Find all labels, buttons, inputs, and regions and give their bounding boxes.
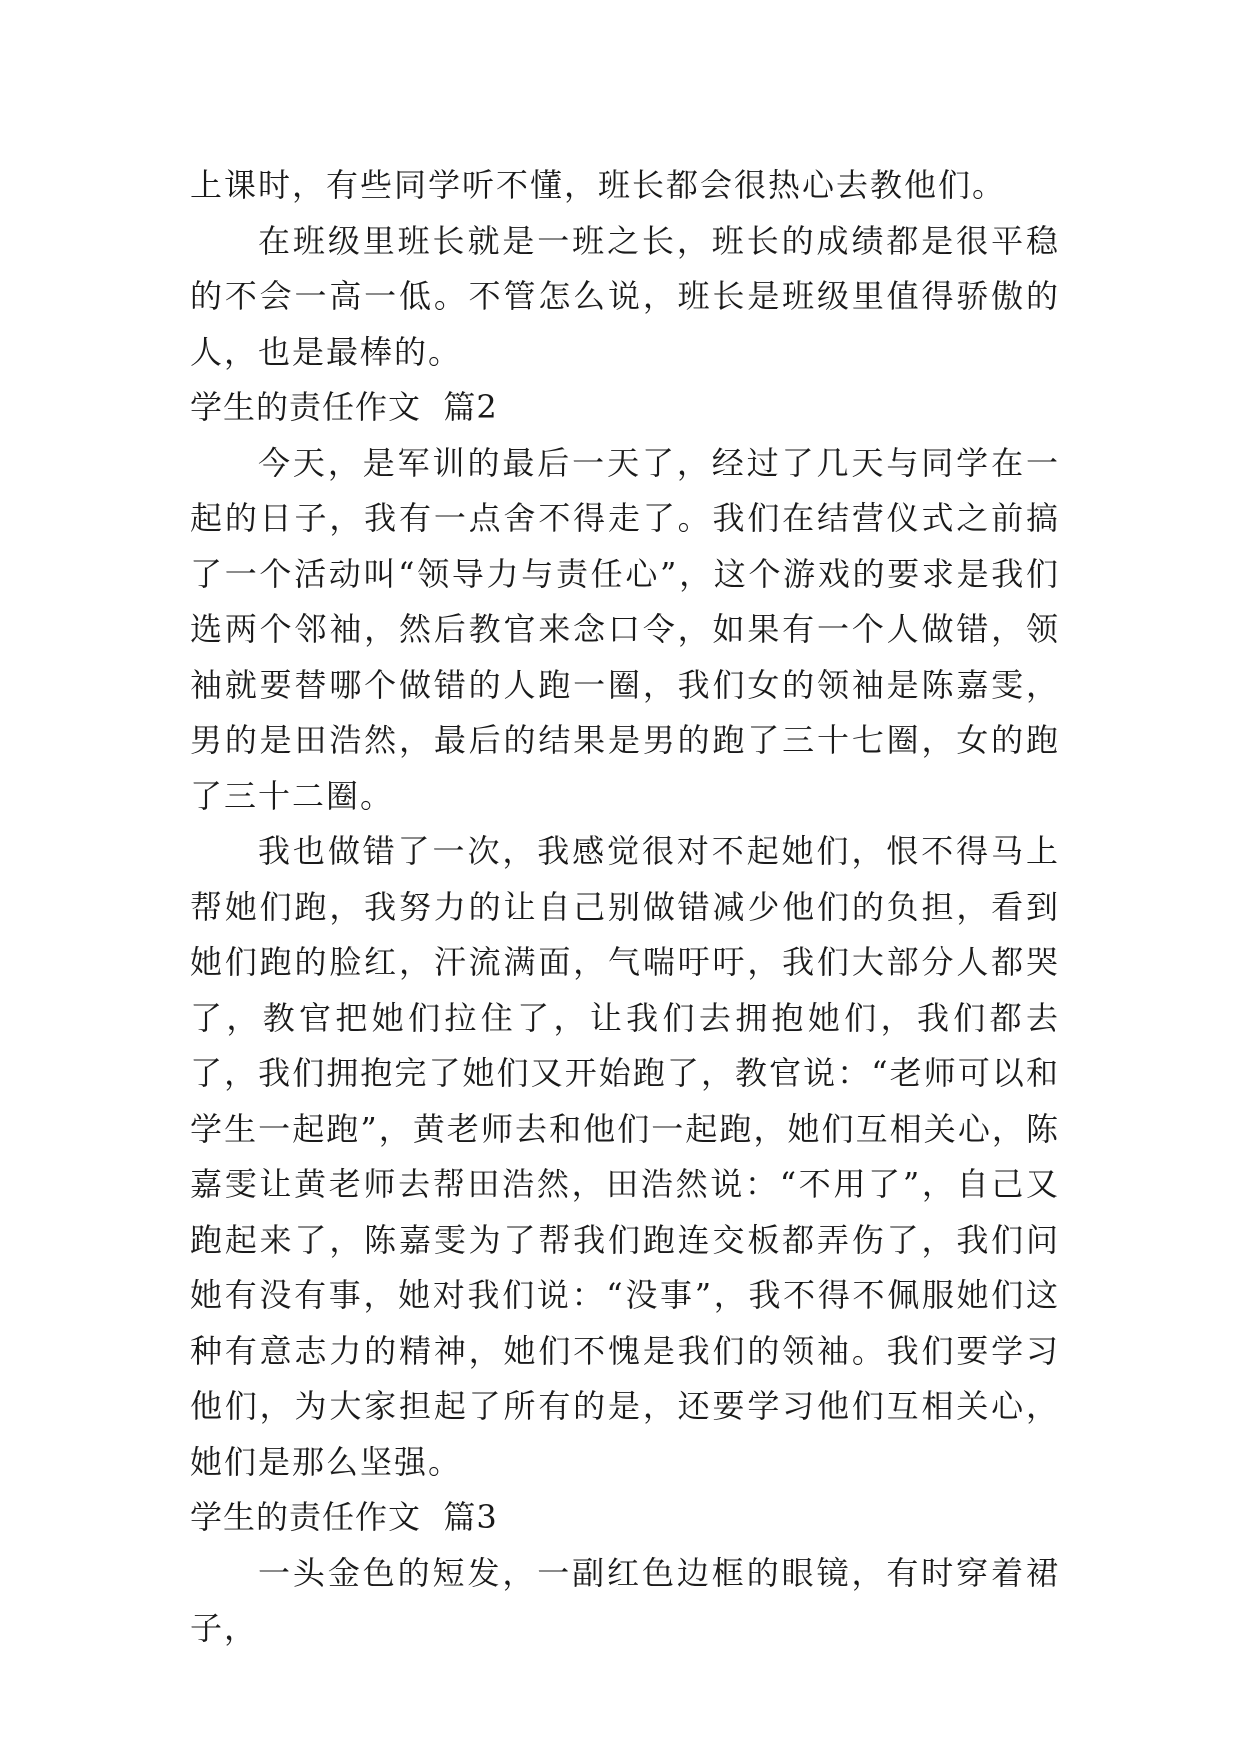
document-body — [190, 158, 1060, 1657]
paragraph-3: 今天，是军训的最后一天了，经过了几天与同学在一起的日子，我有一点舍不得走了。我们在结营仪式之前搞了一个活动叫“领导力与责任心”，这个游戏的要求是我们选两个邻袖，然后教官来念口令，如果有一个人做错，领袖就要替哪个做错的人跑一圈，我们女的领袖是陈嘉雯，男的是田浩然，最后的结果是男的跑了三十七圈，女的跑了三十二圈。 — [190, 443, 1060, 815]
section-heading-2: 学生的责任作文 篇2 — [190, 388, 498, 426]
paragraph-5: 一头金色的短发，一副红色边框的眼镜，有时穿着裙子， — [190, 1553, 1060, 1647]
paragraph-1: 上课时，有些同学听不懂，班长都会很热心去教他们。 — [190, 166, 1007, 204]
section-heading-3: 学生的责任作文 篇3 — [190, 1498, 498, 1536]
paragraph-4: 我也做错了一次，我感觉很对不起她们，恨不得马上帮她们跑，我努力的让自己别做错减少他们的负担，看到她们跑的脸红，汗流满面，气喘吁吁，我们大部分人都哭了，教官把她们拉住了，让我们去拥抱她们，我们都去了，我们拥抱完了她们又开始跑了，教官说：“老师可以和学生一起跑”，黄老师去和他们一起跑，她们互相关心，陈嘉雯让黄老师去帮田浩然，田浩然说：“不用了”，自己又跑起来了，陈嘉雯为了帮我们跑连交板都弄伤了，我们问她有没有事，她对我们说：“没事”，我不得不佩服她们这种有意志力的精神，她们不愧是我们的领袖。我们要学习他们，为大家担起了所有的是，还要学习他们互相关心，她们是那么坚强。 — [190, 832, 1060, 1481]
paragraph-2: 在班级里班长就是一班之长，班长的成绩都是很平稳的不会一高一低。不管怎么说，班长是班级里值得骄傲的人，也是最棒的。 — [190, 221, 1060, 371]
